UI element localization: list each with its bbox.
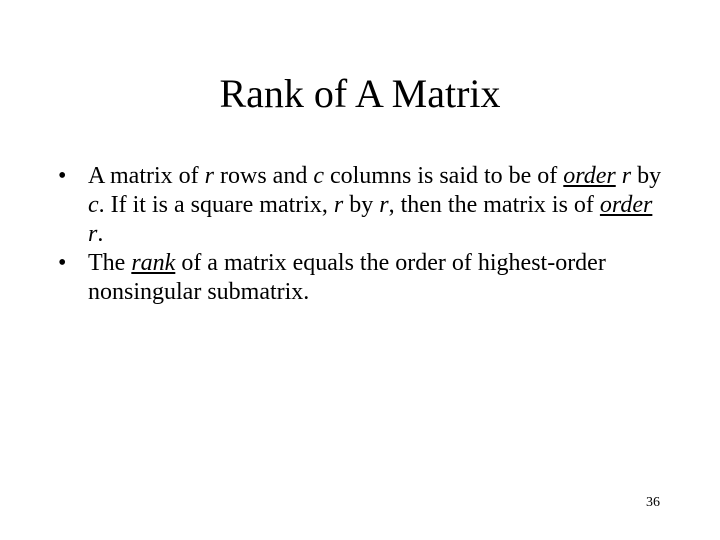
bullet-text: A matrix of r rows and c columns is said to be of order r by c. If it is a square matrix, r by r, then the matrix is of order r. bbox=[88, 163, 662, 247]
bullet-item-order bbox=[58, 162, 668, 249]
bullet-list bbox=[58, 162, 668, 307]
rank-term: rank bbox=[131, 250, 176, 276]
bullet-icon: • bbox=[58, 250, 67, 276]
page-number: 36 bbox=[646, 495, 660, 510]
bullet-item-rank bbox=[58, 249, 668, 307]
slide-title: Rank of A Matrix bbox=[219, 71, 501, 116]
order-term: order bbox=[599, 192, 653, 218]
bullet-icon: • bbox=[58, 163, 67, 189]
order-term: order bbox=[563, 163, 616, 189]
bullet-text: The rank of a matrix equals the order of highest-order nonsingular submatrix. bbox=[88, 250, 606, 305]
